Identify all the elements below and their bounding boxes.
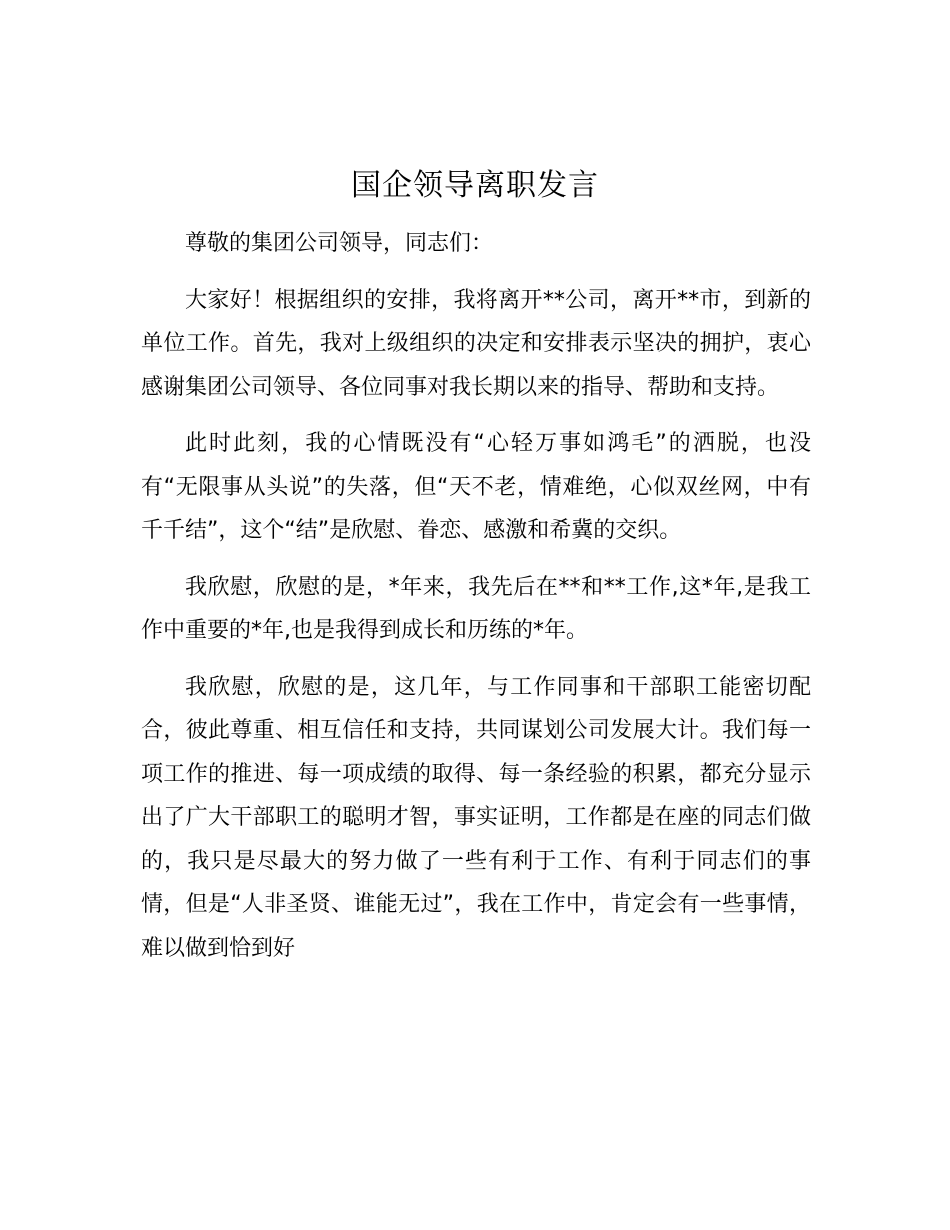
body-paragraph: 大家好！根据组织的安排，我将离开**公司，离开**市，到新的单位工作。首先，我对上级组织的决定和安排表示坚决的拥护，衷心感谢集团公司领导、各位同事对我长期以来的指导、帮助和支持。 [141, 287, 811, 400]
body-paragraph: 我欣慰，欣慰的是，*年来，我先后在**和**工作,这*年,是我工作中重要的*年,也是我得到成长和历练的*年。 [141, 574, 811, 643]
body-paragraph: 此时此刻，我的心情既没有“心轻万事如鸿毛”的洒脱，也没有“无限事从头说”的失落，但“天不老，情难绝，心似双丝网，中有千千结”，这个“结”是欣慰、眷恋、感激和希冀的交织。 [141, 431, 811, 543]
document-title: 国企领导离职发言 [351, 168, 599, 203]
document-body [141, 222, 811, 983]
salutation-paragraph: 尊敬的集团公司领导，同志们： [185, 231, 494, 256]
body-paragraph: 我欣慰，欣慰的是，这几年，与工作同事和干部职工能密切配合，彼此尊重、相互信任和支持，共同谋划公司发展大计。我们每一项工作的推进、每一项成绩的取得、每一条经验的积累，都充分显示出了广大干部职工的聪明才智，事实证明，工作都是在座的同志们做的，我只是尽最大的努力做了一些有利于工作、有利于同志们的事情，但是“人非圣贤、谁能无过”，我在工作中，肯定会有一些事情，难以做到恰到好 [141, 674, 811, 961]
